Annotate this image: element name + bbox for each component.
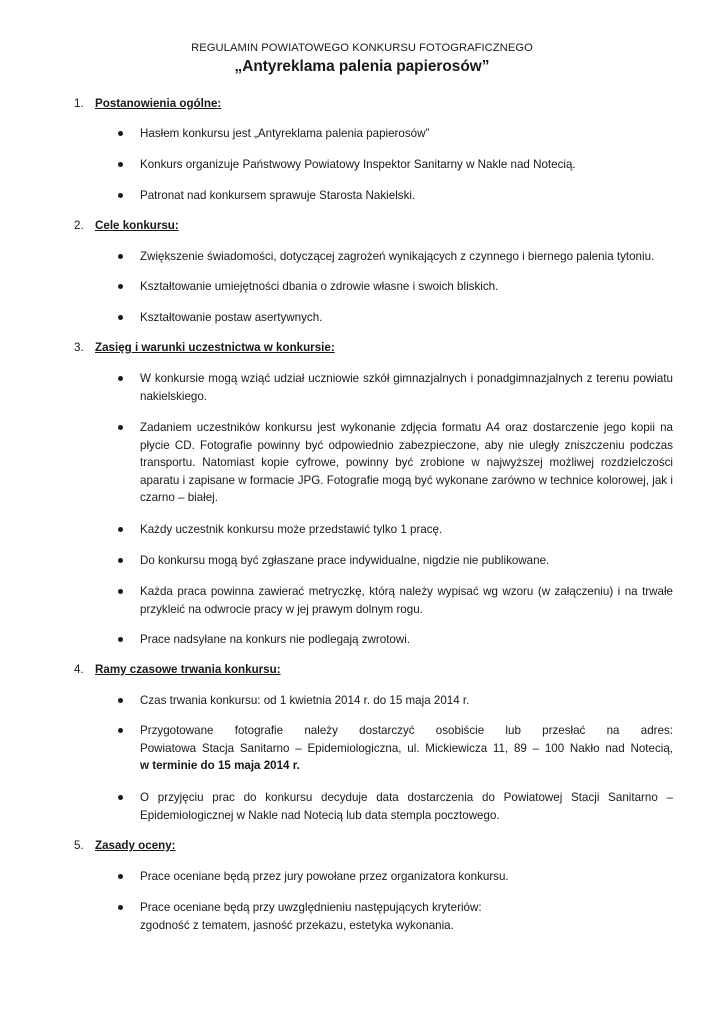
list-item-text: Zadaniem uczestników konkursu jest wykonanie zdjęcia formatu A4 oraz dostarczenie jego kopii na płycie CD. Fotografie powinny być odpowiednio zabezpieczone, aby nie uległy zniszczeniu podczas transportu. Natomiast kopie cyfrowe, powinny być zrobione w najwyższej możliwej rozdzielczości aparatu i zapisane w formacie JPG. Fotografie mogą być wykonane zarówno w technice kolorowej, jak i czarno – białej. bbox=[140, 421, 673, 504]
list-item-text: Hasłem konkursu jest „Antyreklama palenia papierosów” bbox=[140, 127, 430, 140]
list-item-text: Powiatowa Stacja Sanitarno – Epidemiologiczna, ul. Mickiewicza 11, 89 – 100 Nakło nad Notecią, bbox=[140, 741, 673, 755]
section-heading bbox=[74, 838, 176, 854]
section-heading bbox=[74, 340, 335, 356]
list-item bbox=[118, 899, 673, 934]
bullet-icon bbox=[118, 193, 123, 198]
bullet-icon bbox=[118, 527, 123, 532]
section-number: 1. bbox=[74, 97, 84, 110]
list-item bbox=[118, 631, 673, 649]
section-heading bbox=[74, 96, 221, 112]
bullet-icon bbox=[118, 254, 123, 259]
list-item-text: Prace oceniane będą przy uwzględnieniu następujących kryteriów: bbox=[140, 901, 482, 914]
bullet-icon bbox=[118, 698, 123, 703]
list-item bbox=[118, 187, 678, 205]
section-title: Postanowienia ogólne: bbox=[95, 97, 222, 110]
bullet-icon bbox=[118, 795, 123, 800]
list-item bbox=[118, 692, 673, 710]
list-item bbox=[118, 370, 673, 405]
deadline-text: w terminie do 15 maja 2014 r. bbox=[140, 759, 300, 772]
list-item bbox=[118, 125, 678, 143]
section-number: 3. bbox=[74, 341, 84, 354]
bullet-icon bbox=[118, 284, 123, 289]
section-number: 5. bbox=[74, 839, 84, 852]
section-number: 2. bbox=[74, 219, 84, 232]
bullet-icon bbox=[118, 315, 123, 320]
bullet-icon bbox=[118, 162, 123, 167]
bullet-icon bbox=[118, 728, 123, 733]
bullet-icon bbox=[118, 637, 123, 642]
list-item-text: Czas trwania konkursu: od 1 kwietnia 2014 r. do 15 maja 2014 r. bbox=[140, 694, 470, 707]
bullet-icon bbox=[118, 376, 123, 381]
list-item-text: O przyjęciu prac do konkursu decyduje data dostarczenia do Powiatowej Stacji Sanitarno – Epidemiologicznej w Nakle nad Notecią lub data stempla pocztowego. bbox=[140, 791, 673, 822]
list-item-text: Przygotowane fotografie należy dostarczyć osobiście lub przesłać na adres: bbox=[140, 724, 673, 737]
section-title: Cele konkursu: bbox=[95, 219, 179, 232]
document-title: REGULAMIN POWIATOWEGO KONKURSU FOTOGRAFICZNEGO bbox=[191, 42, 533, 54]
section-title: Zasięg i warunki uczestnictwa w konkursie: bbox=[95, 341, 335, 354]
list-item bbox=[118, 309, 678, 327]
list-item bbox=[118, 156, 678, 174]
bullet-icon bbox=[118, 425, 123, 430]
list-item-text: Konkurs organizuje Państwowy Powiatowy Inspektor Sanitarny w Nakle nad Notecią. bbox=[140, 158, 576, 171]
list-item-text: Kształtowanie umiejętności dbania o zdrowie własne i swoich bliskich. bbox=[140, 280, 499, 293]
list-item bbox=[118, 789, 673, 824]
list-item-text: Do konkursu mogą być zgłaszane prace indywidualne, nigdzie nie publikowane. bbox=[140, 554, 550, 567]
list-item bbox=[118, 248, 698, 266]
bullet-icon bbox=[118, 558, 123, 563]
list-item-text: Prace oceniane będą przez jury powołane przez organizatora konkursu. bbox=[140, 870, 509, 883]
list-item bbox=[118, 419, 673, 507]
list-item-text: W konkursie mogą wziąć udział uczniowie szkół gimnazjalnych i ponadgimnazjalnych z terenu powiatu nakielskiego. bbox=[140, 372, 673, 403]
section-title: Zasady oceny: bbox=[95, 839, 176, 852]
list-item-text: zgodność z tematem, jasność przekazu, estetyka wykonania. bbox=[140, 918, 454, 932]
list-item bbox=[118, 868, 673, 886]
list-item bbox=[118, 521, 673, 539]
list-item-text: Prace nadsyłane na konkurs nie podlegają zwrotowi. bbox=[140, 633, 411, 646]
bullet-icon bbox=[118, 905, 123, 910]
bullet-icon bbox=[118, 874, 123, 879]
list-item-text: Kształtowanie postaw asertywnych. bbox=[140, 311, 323, 324]
section-number: 4. bbox=[74, 663, 84, 676]
competition-name: „Antyreklama palenia papierosów” bbox=[234, 58, 490, 75]
section-heading bbox=[74, 218, 179, 234]
bullet-icon bbox=[118, 131, 123, 136]
list-item bbox=[118, 278, 678, 296]
list-item bbox=[118, 552, 673, 570]
list-item-text: Patronat nad konkursem sprawuje Starosta Nakielski. bbox=[140, 189, 416, 202]
bullet-icon bbox=[118, 589, 123, 594]
list-item bbox=[118, 583, 673, 618]
list-item-text: Każdy uczestnik konkursu może przedstawić tylko 1 pracę. bbox=[140, 523, 443, 536]
section-heading bbox=[74, 662, 281, 678]
section-title: Ramy czasowe trwania konkursu: bbox=[95, 663, 281, 676]
list-item-text: Każda praca powinna zawierać metryczkę, którą należy wypisać wg wzoru (w załączeniu) i na trwałe przykleić na odwrocie pracy w jej prawym dolnym rogu. bbox=[140, 585, 673, 616]
list-item-text: Zwiększenie świadomości, dotyczącej zagrożeń wynikających z czynnego i biernego palenia tytoniu. bbox=[140, 250, 655, 263]
list-item bbox=[118, 722, 673, 775]
